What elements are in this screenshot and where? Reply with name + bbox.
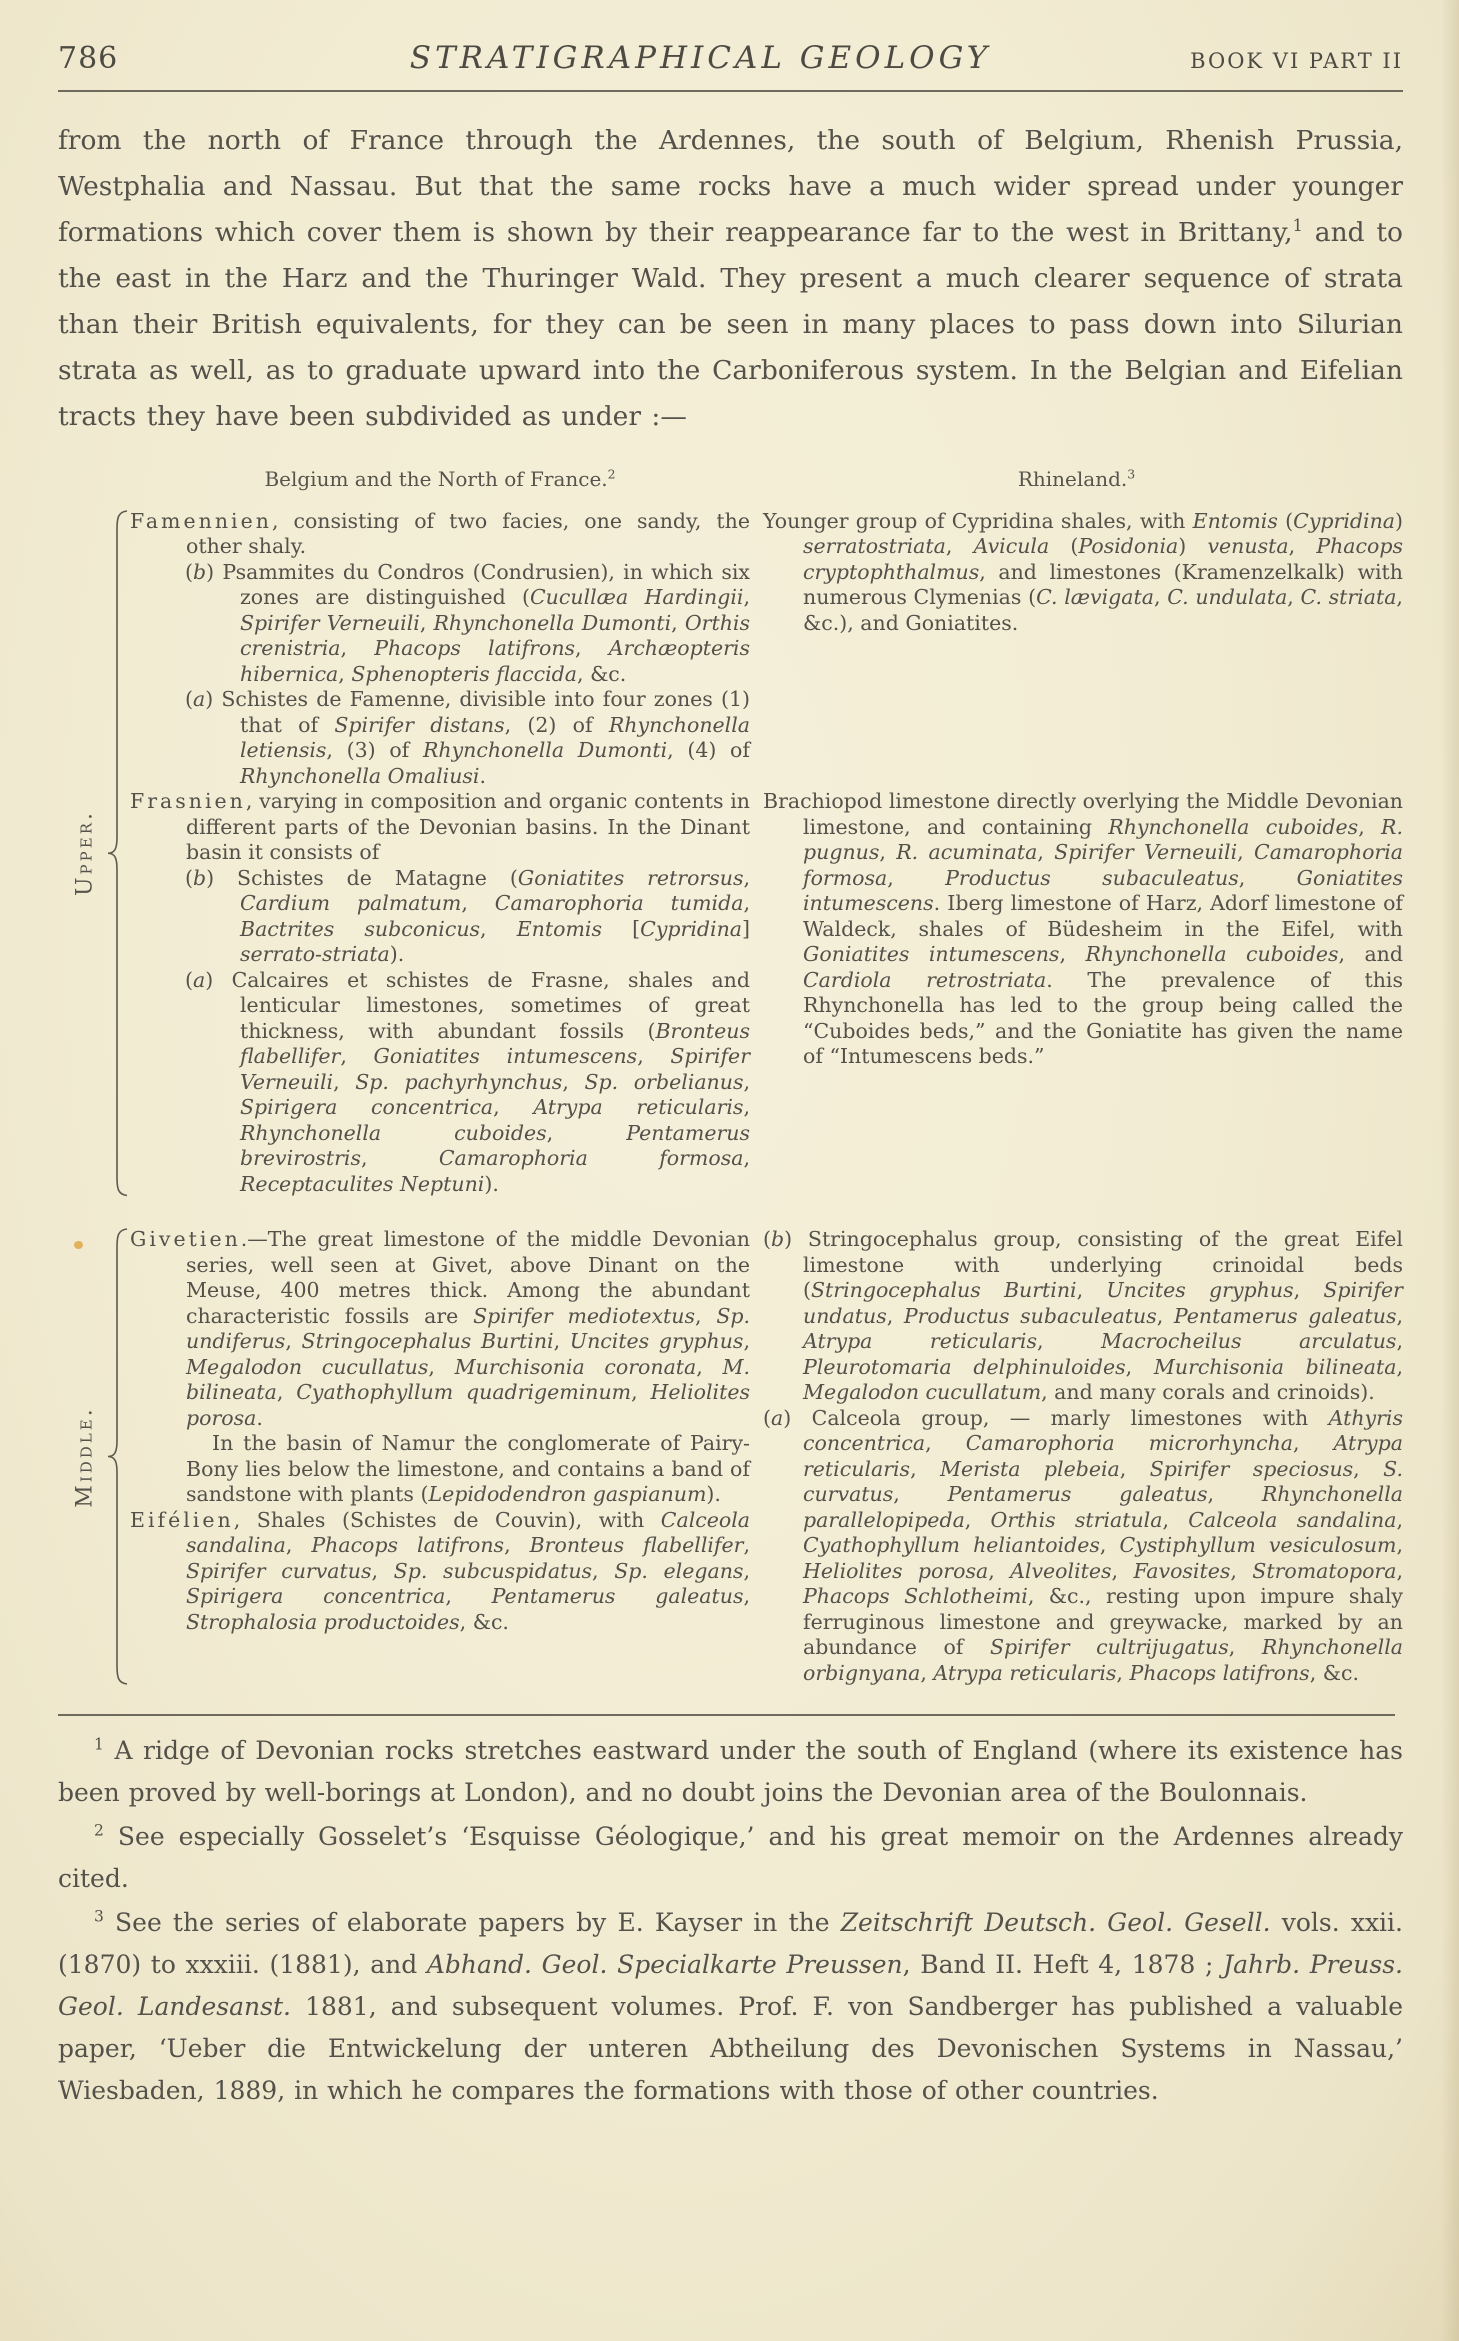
rhineland-cypridina-cell xyxy=(750,509,1403,790)
famennien-paragraph: Famennien, consisting of two facies, one sandy, the other shaly. xyxy=(130,508,750,558)
middle-row xyxy=(130,1227,1403,1686)
rhineland-cypridina-paragraph: Younger group of Cypridina shales, with Entomis (Cypridina) serratostriata, Avicula (Posidonia) venusta, Phacops cryptophthalmus, and limestones (Kramenzelkalk) with numerous Clymenias (C. lævigata, C. undulata, C. striata, &c.), and Goniatites. xyxy=(763,508,1403,635)
page-header xyxy=(58,40,1403,76)
footnote-2-text: See especially Gosselet’s ‘Esquisse Géologique,’ and his great memoir on the Ardennes already cited. xyxy=(58,1822,1403,1893)
footnote-rule xyxy=(58,1714,1395,1716)
footnote-1-marker: 1 xyxy=(94,1735,104,1754)
stringocephalus-paragraph: (b) Stringocephalus group, consisting of the great Eifel limestone with underlying crinoidal beds (Stringocephalus Burtini, Uncites gryphus, Spirifer undatus, Productus subaculeatus, Pentamerus galeatus, Atrypa reticularis, Macrocheilus arculatus, Pleurotomaria delphinuloides, Murchisonia bilineata, Megalodon cucullatum, and many corals and crinoids). xyxy=(763,1227,1403,1404)
rhineland-cuboides-cell xyxy=(750,789,1403,1197)
group-upper xyxy=(58,509,1403,1198)
footnote-2 xyxy=(58,1816,1403,1900)
column-heading-right: Rhineland.$^3$ xyxy=(1017,465,1136,491)
group-upper-label-cell xyxy=(58,509,104,1198)
footnote-1-text: A ridge of Devonian rocks stretches eastward under the south of England (where its existence has been proved by well-borings at London), and no doubt joins the Devonian area of the Boulonnais. xyxy=(58,1736,1403,1807)
rhineland-cuboides-paragraph: Brachiopod limestone directly overlying the Middle Devonian limestone, and containing Rhynchonella cuboides, R. pugnus, R. acuminata, Spirifer Verneuili, Camarophoria formosa, Productus subaculeatus, Goniatites intumescens. Iberg limestone of Harz, Adorf limestone of Waldeck, shales of Büdesheim in the Eifel, with Goniatites intumescens, Rhynchonella cuboides, and Cardiola retrostriata. The prevalence of this Rhynchonella has led to the group being called the “Cuboides beds,” and the Goniatite has given the name of “Intumescens beds.” xyxy=(763,789,1403,1068)
upper-brace xyxy=(104,509,130,1198)
calceola-paragraph: (a) Calceola group, — marly limestones with Athyris concentrica, Camarophoria microrhyncha, Atrypa reticularis, Merista plebeia, Spirifer speciosus, S. curvatus, Pentamerus galeatus, Rhynchonella parallelopipeda, Orthis striatula, Calceola sandalina, Cyathophyllum heliantoides, Cystiphyllum vesiculosum, Heliolites porosa, Alveolites, Favosites, Stromatopora, Phacops Schlotheimi, &c., resting upon impure shaly ferruginous limestone and greywacke, marked by an abundance of Spirifer cultrijugatus, Rhynchonella orbignyana, Atrypa reticularis, Phacops latifrons, &c. xyxy=(763,1405,1404,1685)
header-rule xyxy=(58,90,1403,92)
book-part-label: BOOK VI PART II xyxy=(1190,49,1403,73)
footnote-3 xyxy=(58,1902,1403,2112)
frasnien-item-a: (a) Calcaires et schistes de Frasne, shales and lenticular limestones, sometimes of great thickness, with abundant fossils (Bronteus flabellifer, Goniatites intumescens, Spirifer Verneuili, Sp. pachyrhynchus, Sp. orbelianus, Spirigera concentrica, Atrypa reticularis, Rhynchonella cuboides, Pentamerus brevirostris, Camarophoria formosa, Receptaculites Neptuni). xyxy=(185,967,750,1196)
givetien-cell xyxy=(130,1227,750,1686)
group-middle-label: Middle. xyxy=(72,1405,98,1508)
famennien-cell xyxy=(130,509,750,790)
page-number: 786 xyxy=(58,41,119,76)
footnote-3-marker: 3 xyxy=(94,1907,104,1926)
group-middle xyxy=(58,1227,1403,1686)
intro-paragraph: from the north of France through the Ardennes, the south of Belgium, Rhenish Prussia, Westphalia and Nassau. But that the same rocks have a much wider spread under younger formations which cover them is shown by their reappearance far to the west in Brittany,$^1$ and to the east in the Harz and the Thuringer Wald. They present a much clearer sequence of strata than their British equivalents, for they can be seen in many places to pass down into Silurian strata as well, as to graduate upward into the Carboniferous system. In the Belgian and Eifelian tracts they have been subdivided as under :— xyxy=(58,125,1403,432)
upper-row-famennien xyxy=(130,509,1403,790)
famennien-item-a: (a) Schistes de Famenne, divisible into four zones (1) that of Spirifer distans, (2) of Rhynchonella letiensis, (3) of Rhynchonella Dumonti, (4) of Rhynchonella Omaliusi. xyxy=(185,687,750,788)
column-heading-left: Belgium and the North of France.$^2$ xyxy=(264,465,616,491)
footnote-2-marker: 2 xyxy=(94,1821,104,1840)
page-edge-shadow xyxy=(1441,0,1459,2341)
group-upper-label: Upper. xyxy=(72,809,98,896)
eifel-groups-cell xyxy=(750,1227,1403,1686)
table-headings-row xyxy=(58,467,1403,491)
headings-spacer xyxy=(58,467,130,491)
subdivision-table xyxy=(58,467,1403,1687)
givetien-paragraph: Givetien.—The great limestone of the middle Devonian series, well seen at Givet, above Dinant on the Meuse, 400 metres thick. Among the abundant characteristic fossils are Spirifer mediotextus, Sp. undiferus, Stringocephalus Burtini, Uncites gryphus, Megalodon cucullatus, Murchisonia coronata, M. bilineata, Cyathophyllum quadrigeminum, Heliolites porosa. xyxy=(130,1227,750,1430)
footnote-3-text: See the series of elaborate papers by E. Kayser in the Zeitschrift Deutsch. Geol. Gesell. vols. xxii. (1870) to xxxiii. (1881), and Abhand. Geol. Specialkarte Preussen, Band II. Heft 4, 1878 ; Jahrb. Preuss. Geol. Landesanst. 1881, and subsequent volumes. Prof. F. von Sandberger has published a valuable paper, ‘Ueber die Entwickelung der unteren Abtheilung des Devonischen Systems in Nassau,’ Wiesbaden, 1889, in which he compares the formations with those of other countries. xyxy=(58,1908,1403,2105)
eifelien-paragraph: Eifélien, Shales (Schistes de Couvin), with Calceola sandalina, Phacops latifrons, Bronteus flabellifer, Spirifer curvatus, Sp. subcuspidatus, Sp. elegans, Spirigera concentrica, Pentamerus galeatus, Strophalosia productoides, &c. xyxy=(130,1507,750,1634)
group-middle-label-cell xyxy=(58,1227,104,1686)
upper-row-frasnien xyxy=(130,789,1403,1197)
running-title: STRATIGRAPHICAL GEOLOGY xyxy=(409,40,992,76)
middle-brace xyxy=(104,1227,130,1686)
brace-glyph xyxy=(104,1227,130,1686)
frasnien-item-b: (b) Schistes de Matagne (Goniatites retrorsus, Cardium palmatum, Camarophoria tumida, Bactrites subconicus, Entomis [Cypridina] serrato-striata). xyxy=(185,865,751,966)
frasnien-paragraph: Frasnien, varying in composition and organic contents in different parts of the Devonian basins. In the Dinant basin it consists of xyxy=(130,789,750,864)
footnote-1 xyxy=(58,1730,1403,1814)
group-upper-content xyxy=(130,509,1403,1198)
frasnien-cell xyxy=(130,789,750,1197)
brace-glyph xyxy=(104,509,130,1198)
famennien-item-b: (b) Psammites du Condros (Condrusien), in which six zones are distinguished (Cucullæa Hardingii, Spirifer Verneuili, Rhynchonella Dumonti, Orthis crenistria, Phacops latifrons, Archæopteris hibernica, Sphenopteris flaccida, &c. xyxy=(185,559,750,686)
group-middle-content xyxy=(130,1227,1403,1686)
namur-paragraph: In the basin of Namur the conglomerate of Pairy-Bony lies below the limestone, and contains a band of sandstone with plants (Lepidodendron gaspianum). xyxy=(186,1431,750,1506)
